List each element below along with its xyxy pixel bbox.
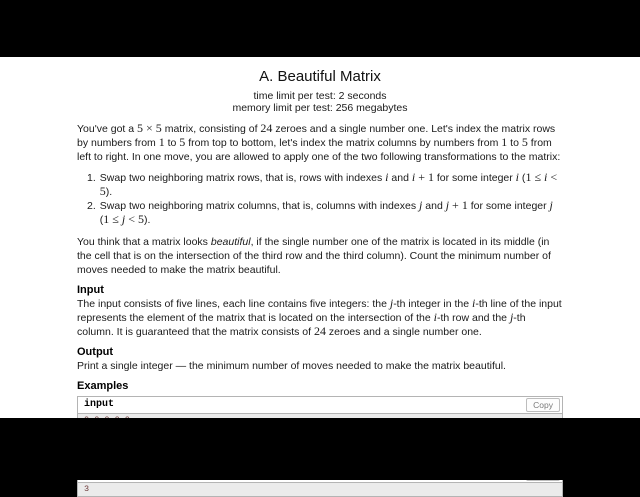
sample-input-header — [78, 397, 562, 414]
transformations-list — [77, 171, 563, 227]
transformation-item — [87, 199, 563, 227]
list-item-number: 2. — [87, 200, 96, 212]
copy-input-button[interactable]: Copy — [526, 398, 560, 412]
list-item-text: Swap two neighboring matrix rows, that is, rows with indexes i and i + 1 for some integer i (1 ≤ i < 5). — [99, 170, 558, 198]
problem-title: A. Beautiful Matrix — [259, 68, 381, 85]
statement-paragraph-2: You think that a matrix looks beautiful, if the single number one of the matrix is located in its middle (in the cell that is on the intersection of the third row and the third column). Count the minimum number of moves needed to make the matrix beautiful. — [77, 236, 551, 276]
list-item-text: Swap two neighboring matrix columns, that is, columns with indexes j and j + 1 for some integer j (1 ≤ j < 5). — [99, 198, 553, 226]
letterbox-top — [0, 0, 640, 57]
output-heading: Output — [77, 346, 114, 358]
sample-output-pre: 3 — [78, 483, 562, 496]
transformation-item — [87, 171, 563, 199]
output-description: Print a single integer — the minimum number of moves needed to make the matrix beautiful. — [77, 360, 506, 372]
memory-limit: memory limit per test: 256 megabytes — [232, 102, 408, 114]
time-limit: time limit per test: 2 seconds — [253, 90, 387, 102]
input-heading: Input — [77, 284, 104, 296]
sample-input-label: input — [84, 399, 115, 410]
statement-paragraph-1: You've got a 5 × 5 matrix, consisting of 24 zeroes and a single number one. Let's index the matrix rows by numbers from 1 to 5 from top to bottom, let's index the matrix columns by numbers from 1 to 5 from left to right. In one move, you are allowed to apply one of the two following transformations to the matrix: — [77, 121, 561, 163]
problem-limits — [77, 90, 563, 114]
input-description: The input consists of five lines, each line contains five integers: the j-th integer in the i-th line of the input represents the element of the matrix that is located on the intersection of the i-th row and the j-th column. It is guaranteed that the matrix consists of 24 zeroes and a single number one. — [77, 296, 562, 338]
list-item-number: 1. — [87, 172, 96, 184]
letterbox-bottom — [0, 418, 640, 480]
problem-page — [0, 57, 640, 495]
examples-heading: Examples — [77, 380, 129, 392]
